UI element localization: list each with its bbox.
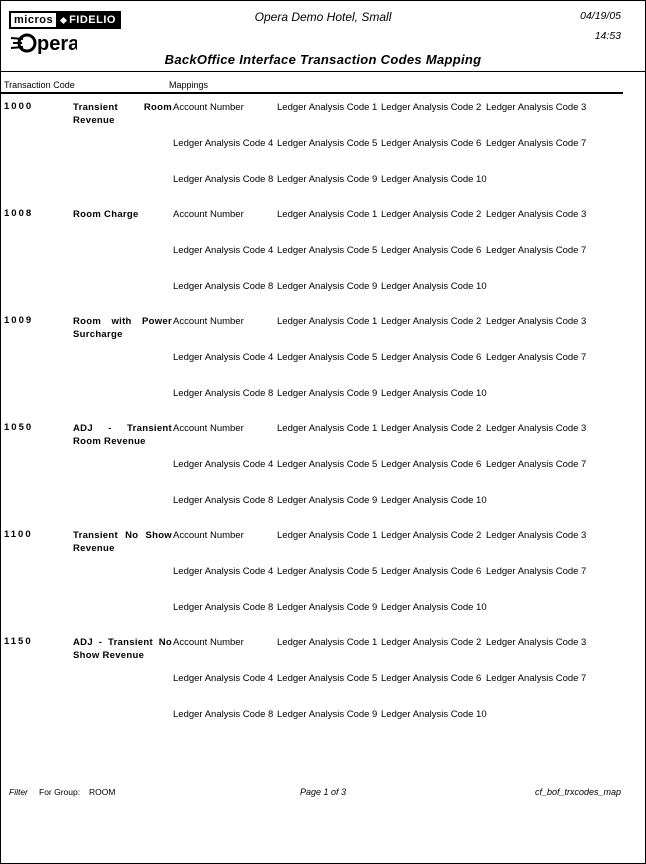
- mapping-label: Ledger Analysis Code 5: [277, 459, 378, 470]
- transaction-code: 1100: [4, 529, 33, 540]
- mapping-label: Account Number: [173, 423, 244, 434]
- mappings-grid: [173, 530, 641, 638]
- mapping-label: Ledger Analysis Code 5: [277, 673, 378, 684]
- svg-text:pera: pera: [37, 33, 77, 55]
- transaction-code: 1008: [4, 208, 34, 219]
- transaction-block: [1, 529, 645, 636]
- mapping-label: Ledger Analysis Code 6: [381, 459, 482, 470]
- mapping-label: Ledger Analysis Code 7: [486, 566, 587, 577]
- mapping-row: [173, 281, 641, 317]
- mapping-label: Ledger Analysis Code 10: [381, 495, 487, 506]
- mapping-label: Ledger Analysis Code 8: [173, 174, 274, 185]
- mapping-row: [173, 459, 641, 495]
- mapping-label: Ledger Analysis Code 2: [381, 423, 482, 434]
- mapping-label: Ledger Analysis Code 9: [277, 709, 378, 720]
- mapping-label: Ledger Analysis Code 3: [486, 316, 587, 327]
- mapping-label: Ledger Analysis Code 5: [277, 245, 378, 256]
- mapping-label: Account Number: [173, 316, 244, 327]
- mappings-grid: [173, 423, 641, 531]
- mapping-label: Account Number: [173, 637, 244, 648]
- page-number: Page 1 of 3: [299, 787, 347, 797]
- column-header-mappings: Mappings: [169, 80, 209, 90]
- mapping-row: [173, 102, 641, 138]
- mapping-label: Ledger Analysis Code 7: [486, 459, 587, 470]
- mapping-label: Ledger Analysis Code 1: [277, 209, 378, 220]
- mapping-label: Ledger Analysis Code 1: [277, 102, 378, 113]
- mapping-label: Ledger Analysis Code 7: [486, 673, 587, 684]
- report-time: 14:53: [594, 30, 621, 42]
- transaction-code: 1050: [4, 422, 34, 433]
- mapping-label: Ledger Analysis Code 5: [277, 352, 378, 363]
- mapping-label: Ledger Analysis Code 5: [277, 138, 378, 149]
- mapping-label: Ledger Analysis Code 10: [381, 174, 487, 185]
- group-label: For Group:: [39, 787, 81, 797]
- mapping-row: [173, 209, 641, 245]
- transaction-description: ADJ - Transient No Show Revenue: [73, 637, 172, 661]
- mapping-label: Ledger Analysis Code 3: [486, 637, 587, 648]
- mapping-label: Ledger Analysis Code 9: [277, 495, 378, 506]
- mapping-label: Ledger Analysis Code 4: [173, 459, 274, 470]
- mapping-label: Ledger Analysis Code 9: [277, 281, 378, 292]
- mapping-label: Ledger Analysis Code 9: [277, 388, 378, 399]
- mapping-label: Ledger Analysis Code 2: [381, 209, 482, 220]
- mapping-label: Ledger Analysis Code 4: [173, 566, 274, 577]
- mapping-row: [173, 530, 641, 566]
- mapping-row: [173, 138, 641, 174]
- mappings-grid: [173, 637, 641, 745]
- transaction-block: [1, 101, 645, 208]
- mapping-label: Ledger Analysis Code 5: [277, 566, 378, 577]
- mapping-label: Ledger Analysis Code 1: [277, 637, 378, 648]
- mapping-label: Ledger Analysis Code 8: [173, 709, 274, 720]
- mapping-label: Ledger Analysis Code 9: [277, 174, 378, 185]
- mapping-row: [173, 602, 641, 638]
- mapping-row: [173, 495, 641, 531]
- mapping-label: Ledger Analysis Code 7: [486, 352, 587, 363]
- transaction-block: [1, 315, 645, 422]
- transaction-description: ADJ - Transient Room Revenue: [73, 423, 172, 447]
- mapping-label: Ledger Analysis Code 8: [173, 388, 274, 399]
- mapping-label: Ledger Analysis Code 6: [381, 673, 482, 684]
- transaction-description: Transient Room Revenue: [73, 102, 172, 126]
- mapping-label: Ledger Analysis Code 6: [381, 566, 482, 577]
- mapping-row: [173, 174, 641, 210]
- hotel-name: Opera Demo Hotel, Small: [254, 10, 392, 24]
- mapping-label: Ledger Analysis Code 7: [486, 245, 587, 256]
- mapping-label: Ledger Analysis Code 4: [173, 673, 274, 684]
- mapping-label: Ledger Analysis Code 4: [173, 352, 274, 363]
- mapping-label: Ledger Analysis Code 4: [173, 138, 274, 149]
- mappings-grid: [173, 102, 641, 210]
- mapping-label: Ledger Analysis Code 2: [381, 316, 482, 327]
- mapping-label: Ledger Analysis Code 3: [486, 423, 587, 434]
- mapping-label: Ledger Analysis Code 10: [381, 602, 487, 613]
- page-footer: [1, 787, 645, 801]
- mapping-label: Ledger Analysis Code 7: [486, 138, 587, 149]
- mapping-label: Ledger Analysis Code 10: [381, 281, 487, 292]
- mapping-label: Account Number: [173, 530, 244, 541]
- filter-label: Filter: [9, 787, 28, 797]
- mapping-row: [173, 388, 641, 424]
- group-value: ROOM: [89, 787, 116, 797]
- transaction-block: [1, 636, 645, 743]
- mapping-label: Ledger Analysis Code 1: [277, 316, 378, 327]
- transaction-code: 1150: [4, 636, 33, 647]
- micros-logo-text: micros: [9, 11, 58, 29]
- transaction-block: [1, 208, 645, 315]
- mapping-row: [173, 423, 641, 459]
- transaction-description: Transient No Show Revenue: [73, 530, 172, 554]
- mapping-label: Ledger Analysis Code 8: [173, 602, 274, 613]
- transaction-block: [1, 422, 645, 529]
- mapping-label: Ledger Analysis Code 1: [277, 530, 378, 541]
- transaction-description: Room with Power Surcharge: [73, 316, 172, 340]
- transaction-description: Room Charge: [73, 209, 139, 220]
- mapping-label: Account Number: [173, 102, 244, 113]
- mapping-row: [173, 673, 641, 709]
- mapping-label: Ledger Analysis Code 3: [486, 209, 587, 220]
- mapping-label: Ledger Analysis Code 3: [486, 102, 587, 113]
- mapping-row: [173, 316, 641, 352]
- mapping-row: [173, 709, 641, 745]
- mapping-label: Ledger Analysis Code 3: [486, 530, 587, 541]
- fidelio-logo-text: FIDELIO: [69, 14, 116, 26]
- header-rule: [1, 71, 646, 72]
- column-header-rule: [1, 92, 623, 94]
- transactions-list: [1, 101, 645, 743]
- transaction-code: 1009: [4, 315, 34, 326]
- mapping-label: Ledger Analysis Code 8: [173, 495, 274, 506]
- mappings-grid: [173, 209, 641, 317]
- mapping-label: Ledger Analysis Code 6: [381, 138, 482, 149]
- mapping-row: [173, 637, 641, 673]
- mapping-label: Account Number: [173, 209, 244, 220]
- column-header-transaction-code: Transaction Code: [4, 80, 75, 90]
- mapping-row: [173, 352, 641, 388]
- mapping-label: Ledger Analysis Code 2: [381, 102, 482, 113]
- mapping-row: [173, 245, 641, 281]
- page-title: BackOffice Interface Transaction Codes Mapping: [164, 52, 482, 67]
- mapping-label: Ledger Analysis Code 8: [173, 281, 274, 292]
- mapping-label: Ledger Analysis Code 6: [381, 352, 482, 363]
- mapping-label: Ledger Analysis Code 1: [277, 423, 378, 434]
- mapping-label: Ledger Analysis Code 9: [277, 602, 378, 613]
- mappings-grid: [173, 316, 641, 424]
- mapping-label: Ledger Analysis Code 2: [381, 530, 482, 541]
- mapping-label: Ledger Analysis Code 10: [381, 709, 487, 720]
- mapping-label: Ledger Analysis Code 4: [173, 245, 274, 256]
- report-id: cf_bof_trxcodes_map: [534, 787, 621, 797]
- mapping-row: [173, 566, 641, 602]
- mapping-label: Ledger Analysis Code 2: [381, 637, 482, 648]
- transaction-code: 1000: [4, 101, 34, 112]
- mapping-label: Ledger Analysis Code 10: [381, 388, 487, 399]
- mapping-label: Ledger Analysis Code 6: [381, 245, 482, 256]
- report-date: 04/19/05: [580, 10, 621, 22]
